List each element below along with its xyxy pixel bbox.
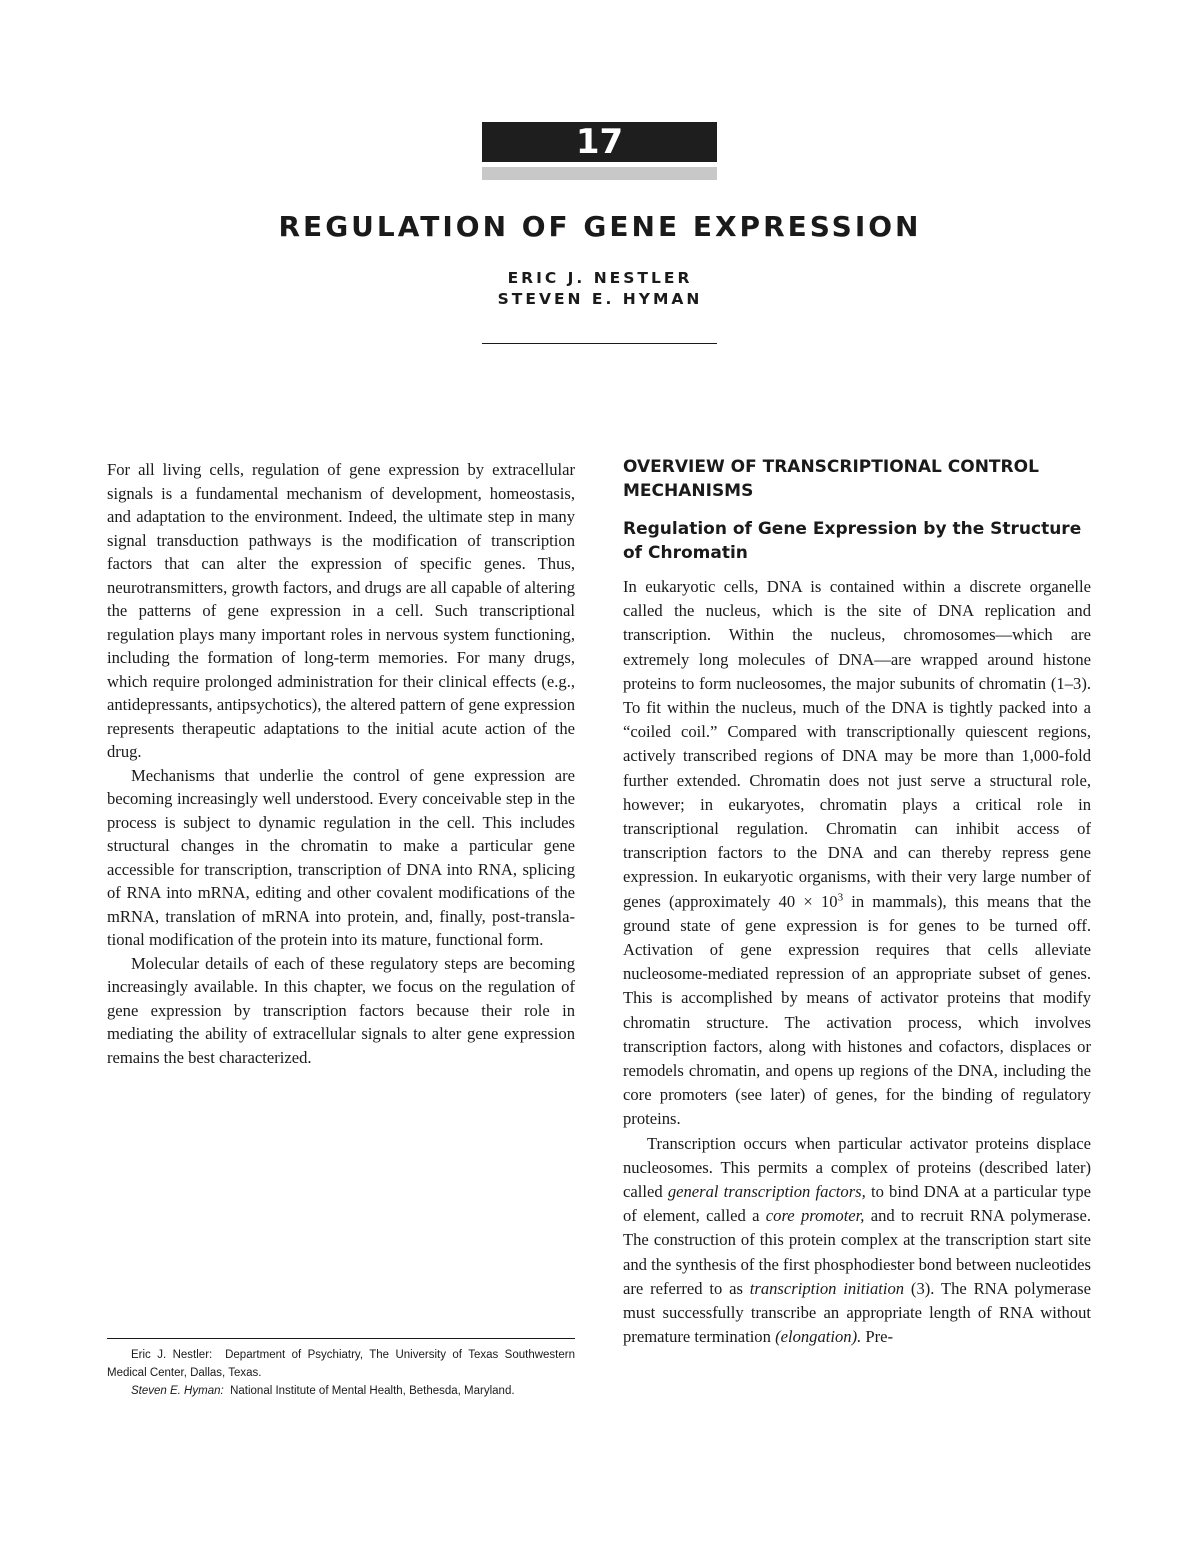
footnote-author-name: Steven E. Hyman:: [131, 1385, 224, 1397]
author-list: [0, 268, 1200, 310]
subsection-heading: Regulation of Gene Expression by the Structure of Chromatin: [623, 519, 1082, 563]
section-heading: OVERVIEW OF TRANSCRIPTIONAL CONTROL MECHANISMS: [623, 457, 1039, 501]
paragraph-text: × 10: [795, 891, 838, 911]
author-name: ERIC J. NESTLER: [507, 269, 693, 287]
footnote-text: Department of Psychiatry, The University of Texas Southwestern Medical Center, Dallas, Texas.: [107, 1349, 575, 1379]
paragraph-text: and to recruit RNA polymerase. The construction of this protein complex at the transcription start site and the synthesis of the first phosphodiester bond between nucleotides are referred to as: [623, 1206, 1091, 1298]
title-divider: [482, 343, 717, 344]
chapter-bar-shadow: [482, 167, 717, 180]
footnote-text: National Institute of Mental Health, Bethesda, Maryland.: [230, 1385, 515, 1397]
body-paragraph: For all living cells, regulation of gene expression by extracellular signals is a fundamental mechanism of development, homeostasis, and adaptation to the environment. Indeed, the ultimate step in many signal transduction pathways is the modification of transcription factors that can alter the expression of specific genes. Thus, neurotransmitters, growth factors, and drugs are all capable of altering the patterns of gene expression in a cell. Such transcriptional regulation plays many important roles in nervous system functioning, including the formation of long-term memories. For many drugs, which require prolonged administration for their clinical effects (e.g., antidepressants, antipsychotics), the altered pattern of gene expression represents therapeutic adaptations to the initial acute action of the drug.: [107, 460, 575, 761]
superscript-exponent: 3: [837, 891, 844, 904]
italic-term: transcription initiation: [749, 1278, 905, 1298]
body-paragraph: [623, 1132, 1091, 1350]
paragraph-text: (3). The RNA polymerase must successfully transcribe an appropriate length of RNA without premature termination: [623, 1278, 1091, 1347]
paragraph-text: to bind DNA at a particular type of element, called a: [623, 1182, 1091, 1226]
paragraph-text: Pre-: [861, 1327, 894, 1347]
italic-term: general transcription factors,: [667, 1182, 866, 1202]
footnote-author-name: Eric J. Nestler:: [131, 1349, 213, 1361]
body-paragraph: [623, 575, 1091, 1132]
left-column: [107, 458, 575, 1069]
italic-term: (elongation).: [775, 1327, 862, 1347]
paragraph-text: In eukaryotic cells, DNA is contained within a discrete organelle called the nucleus, which is the site of DNA replication and transcription. Within the nucleus, chromosomes—which are extremely long molecules of DNA—are wrapped around histone proteins to form nucleosomes, the major subunits of chromatin (1–3). To fit within the nucleus, much of the DNA is tightly packed into a “coiled coil.” Compared with transcriptionally quiescent regions, actively transcribed regions of DNA may be more than 1,000-fold further extended. Chromatin does not just serve a structural role, however; in eukaryotes, chromatin plays a critical role in transcriptional regulation. Chromatin can inhibit access of transcription factors to the DNA and can thereby repress gene expression. In eukaryotic organisms, with their very large number of genes (approximately 40: [623, 577, 1091, 911]
author-name: STEVEN E. HYMAN: [497, 290, 703, 308]
italic-term: core promoter,: [765, 1206, 865, 1226]
footnote-affiliation: [107, 1382, 575, 1400]
footnotes: [107, 1346, 575, 1400]
body-paragraph: Mechanisms that underlie the control of gene expression are becoming increasingly well understood. Every conceivable step in the process is subject to dynamic regulation in the cell. This includes structural changes in the chromatin to make a particular gene accessible for transcription, transcription of DNA into RNA, splicing of RNA into mRNA, editing and other covalent modifications of the mRNA, translation of mRNA into protein, and, finally, post-translational modification of the protein into its mature, functional form.: [107, 765, 575, 949]
chapter-title: REGULATION OF GENE EXPRESSION: [278, 210, 922, 243]
footnote-affiliation: [107, 1346, 575, 1382]
right-column: [623, 455, 1091, 1350]
paragraph-text: in mammals), this means that the ground state of gene expression is for genes to be turned off. Activation of gene expression requires that cells alleviate nucleosome-mediated repression of an appropriate subset of genes. This is accomplished by means of activator proteins that modify chromatin structure. The activation process, which involves transcription factors, along with histones and cofactors, displaces or remodels chromatin, and opens up regions of the DNA, including the core promoters (see later) of genes, for the binding of regulatory proteins.: [623, 891, 1092, 1129]
chapter-number: 17: [575, 122, 624, 162]
paragraph-text: Transcription occurs when particular activator proteins displace nucleosomes. This permits a complex of proteins (described later) called: [623, 1133, 1091, 1202]
chapter-number-bar: [482, 122, 717, 162]
footnote-divider: [107, 1338, 575, 1339]
body-paragraph: Molecular details of each of these regulatory steps are becoming increasingly available. In this chapter, we focus on the regulation of gene expression by transcription factors because their role in mediating the ability of extracellular signals to alter gene expression remains the best characterized.: [107, 953, 575, 1067]
